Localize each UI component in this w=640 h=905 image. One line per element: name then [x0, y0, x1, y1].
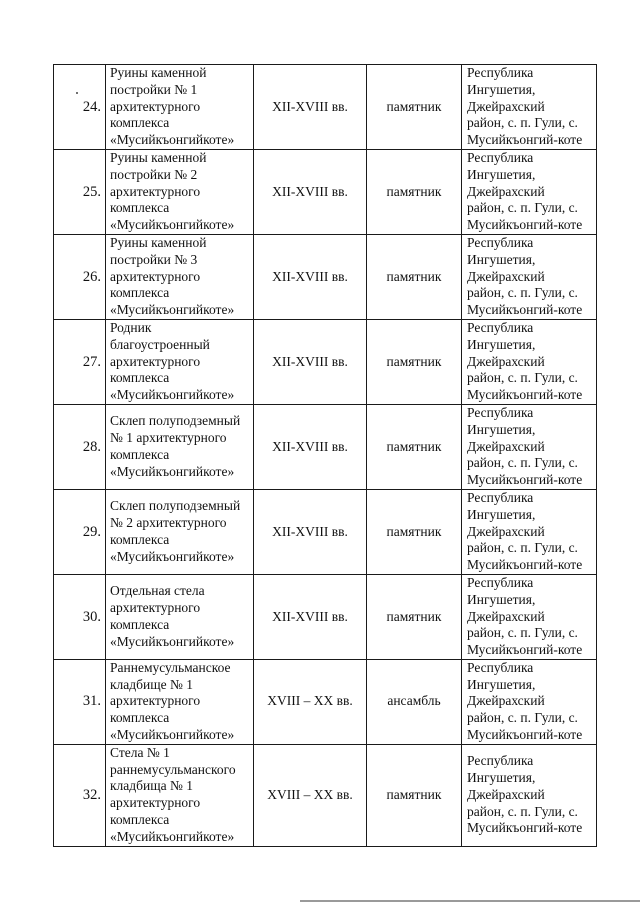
location-cell [462, 574, 597, 659]
dating-cell: XII-XVIII вв. [254, 319, 367, 404]
location-line: Мусийкъонгий-коте [467, 642, 583, 658]
location-line: Ингушетия, [467, 506, 536, 522]
row-number: 27. [54, 319, 106, 404]
row-number: 32. [54, 744, 106, 846]
location-line: Мусийкъонгий-коте [467, 387, 583, 403]
location-line: Джейрахский [467, 786, 545, 802]
location-line: район, с. п. Гули, с. [467, 200, 578, 216]
object-name-line: благоустроенный [110, 336, 210, 352]
location-line: Ингушетия, [467, 336, 536, 352]
row-number: 29. [54, 489, 106, 574]
table-row [54, 149, 597, 234]
object-name-line: архитектурного [110, 693, 201, 709]
object-name-line: комплекса [110, 285, 170, 301]
location-line: район, с. п. Гули, с. [467, 370, 578, 386]
dating-cell: XVIII – XX вв. [254, 659, 367, 744]
object-name-line: Руины каменной [110, 65, 207, 80]
location-line: Республика [467, 489, 534, 505]
object-name-cell [106, 744, 254, 846]
object-name-line: Склеп полуподземный [110, 498, 241, 514]
dating-cell: XVIII – XX вв. [254, 744, 367, 846]
object-name-line: «Мусийкъонгийкоте» [110, 132, 235, 148]
object-name-line: «Мусийкъонгийкоте» [110, 302, 235, 318]
location-cell [462, 404, 597, 489]
location-line: Мусийкъонгий-коте [467, 132, 583, 148]
object-type-cell: памятник [367, 489, 462, 574]
object-name-line: Отдельная стела [110, 583, 205, 599]
dating-cell: XII-XVIII вв. [254, 234, 367, 319]
object-name-line: архитектурного [110, 795, 201, 811]
object-name-line: архитектурного [110, 183, 201, 199]
location-line: Ингушетия, [467, 421, 536, 437]
location-line: Джейрахский [467, 693, 545, 709]
object-name-line: Родник [110, 319, 152, 335]
object-type-cell: памятник [367, 744, 462, 846]
object-name-line: комплекса [110, 812, 170, 828]
row-number: 28. [54, 404, 106, 489]
location-cell [462, 489, 597, 574]
object-name-line: архитектурного [110, 353, 201, 369]
location-line: район, с. п. Гули, с. [467, 803, 578, 819]
dating-cell: XII-XVIII вв. [254, 149, 367, 234]
location-line: Республика [467, 234, 534, 250]
table-row [54, 659, 597, 744]
row-number: 31. [54, 659, 106, 744]
object-type-cell: памятник [367, 149, 462, 234]
location-line: Джейрахский [467, 98, 545, 114]
object-name-line: кладбище № 1 [110, 676, 194, 692]
object-name-line: «Мусийкъонгийкоте» [110, 387, 235, 403]
location-line: район, с. п. Гули, с. [467, 540, 578, 556]
object-name-cell [106, 659, 254, 744]
object-name-line: комплекса [110, 710, 170, 726]
object-name-cell [106, 234, 254, 319]
object-name-line: постройки № 1 [110, 81, 198, 97]
object-name-line: комплекса [110, 531, 170, 547]
object-name-line: архитектурного [110, 600, 201, 616]
location-line: Мусийкъонгий-коте [467, 472, 583, 488]
location-line: район, с. п. Гули, с. [467, 285, 578, 301]
table-row [54, 489, 597, 574]
row-number: 30. [54, 574, 106, 659]
object-name-line: «Мусийкъонгийкоте» [110, 828, 235, 844]
location-line: Республика [467, 65, 534, 80]
location-line: Республика [467, 149, 534, 165]
object-type-cell: памятник [367, 574, 462, 659]
location-line: Ингушетия, [467, 676, 536, 692]
object-name-cell [106, 404, 254, 489]
object-name-line: комплекса [110, 370, 170, 386]
dating-cell: XII-XVIII вв. [254, 489, 367, 574]
location-line: Ингушетия, [467, 166, 536, 182]
object-type-cell: памятник [367, 319, 462, 404]
location-line: Республика [467, 753, 534, 769]
location-cell [462, 149, 597, 234]
location-line: Республика [467, 659, 534, 675]
location-line: Мусийкъонгий-коте [467, 557, 583, 573]
row-number: 25. [54, 149, 106, 234]
object-name-line: № 1 архитектурного [110, 430, 227, 446]
location-line: район, с. п. Гули, с. [467, 625, 578, 641]
location-line: Ингушетия, [467, 591, 536, 607]
object-name-line: комплекса [110, 446, 170, 462]
object-name-cell [106, 574, 254, 659]
location-line: район, с. п. Гули, с. [467, 710, 578, 726]
table-row [54, 744, 597, 846]
table-row [54, 404, 597, 489]
object-name-line: архитектурного [110, 98, 201, 114]
object-type-cell: памятник [367, 65, 462, 150]
row-number: 24. [54, 65, 106, 150]
location-cell [462, 744, 597, 846]
object-name-line: «Мусийкъонгийкоте» [110, 463, 235, 479]
object-name-cell [106, 319, 254, 404]
object-name-line: Стела № 1 [110, 744, 170, 760]
location-line: Мусийкъонгий-коте [467, 820, 583, 836]
object-type-cell: ансамбль [367, 659, 462, 744]
scan-edge-line [300, 900, 640, 902]
table-row [54, 319, 597, 404]
object-name-cell [106, 489, 254, 574]
object-name-line: «Мусийкъонгийкоте» [110, 217, 235, 233]
object-name-line: Склеп полуподземный [110, 413, 241, 429]
table-row [54, 234, 597, 319]
object-name-line: архитектурного [110, 268, 201, 284]
object-name-line: постройки № 2 [110, 166, 198, 182]
object-name-cell [106, 65, 254, 150]
location-cell [462, 319, 597, 404]
location-cell [462, 234, 597, 319]
object-name-cell [106, 149, 254, 234]
location-line: Джейрахский [467, 353, 545, 369]
object-type-cell: памятник [367, 404, 462, 489]
registry-table-body [54, 65, 597, 847]
location-cell [462, 659, 597, 744]
object-name-line: № 2 архитектурного [110, 515, 227, 531]
location-line: Мусийкъонгий-коте [467, 217, 583, 233]
location-cell [462, 65, 597, 150]
location-line: Джейрахский [467, 438, 545, 454]
location-line: район, с. п. Гули, с. [467, 115, 578, 131]
heritage-registry-table [53, 64, 597, 847]
object-name-line: Руины каменной [110, 149, 207, 165]
dating-cell: XII-XVIII вв. [254, 404, 367, 489]
location-line: Республика [467, 404, 534, 420]
object-name-line: Раннемусульманское [110, 659, 231, 675]
object-name-line: комплекса [110, 200, 170, 216]
object-name-line: «Мусийкъонгийкоте» [110, 727, 235, 743]
object-name-line: «Мусийкъонгийкоте» [110, 633, 235, 649]
location-line: Джейрахский [467, 608, 545, 624]
object-name-line: «Мусийкъонгийкоте» [110, 548, 235, 564]
location-line: Ингушетия, [467, 81, 536, 97]
object-name-line: Руины каменной [110, 234, 207, 250]
dating-cell: XII-XVIII вв. [254, 574, 367, 659]
object-name-line: раннемусульманского [110, 761, 236, 777]
object-type-cell: памятник [367, 234, 462, 319]
location-line: Ингушетия, [467, 251, 536, 267]
location-line: Мусийкъонгий-коте [467, 727, 583, 743]
location-line: район, с. п. Гули, с. [467, 455, 578, 471]
location-line: Республика [467, 574, 534, 590]
location-line: Ингушетия, [467, 770, 536, 786]
table-row [54, 65, 597, 150]
dating-cell: XII-XVIII вв. [254, 65, 367, 150]
location-line: Джейрахский [467, 268, 545, 284]
object-name-line: комплекса [110, 616, 170, 632]
table-row [54, 574, 597, 659]
object-name-line: комплекса [110, 115, 170, 131]
location-line: Мусийкъонгий-коте [467, 302, 583, 318]
location-line: Республика [467, 319, 534, 335]
object-name-line: постройки № 3 [110, 251, 198, 267]
location-line: Джейрахский [467, 523, 545, 539]
location-line: Джейрахский [467, 183, 545, 199]
row-number: 26. [54, 234, 106, 319]
object-name-line: кладбища № 1 [110, 778, 194, 794]
